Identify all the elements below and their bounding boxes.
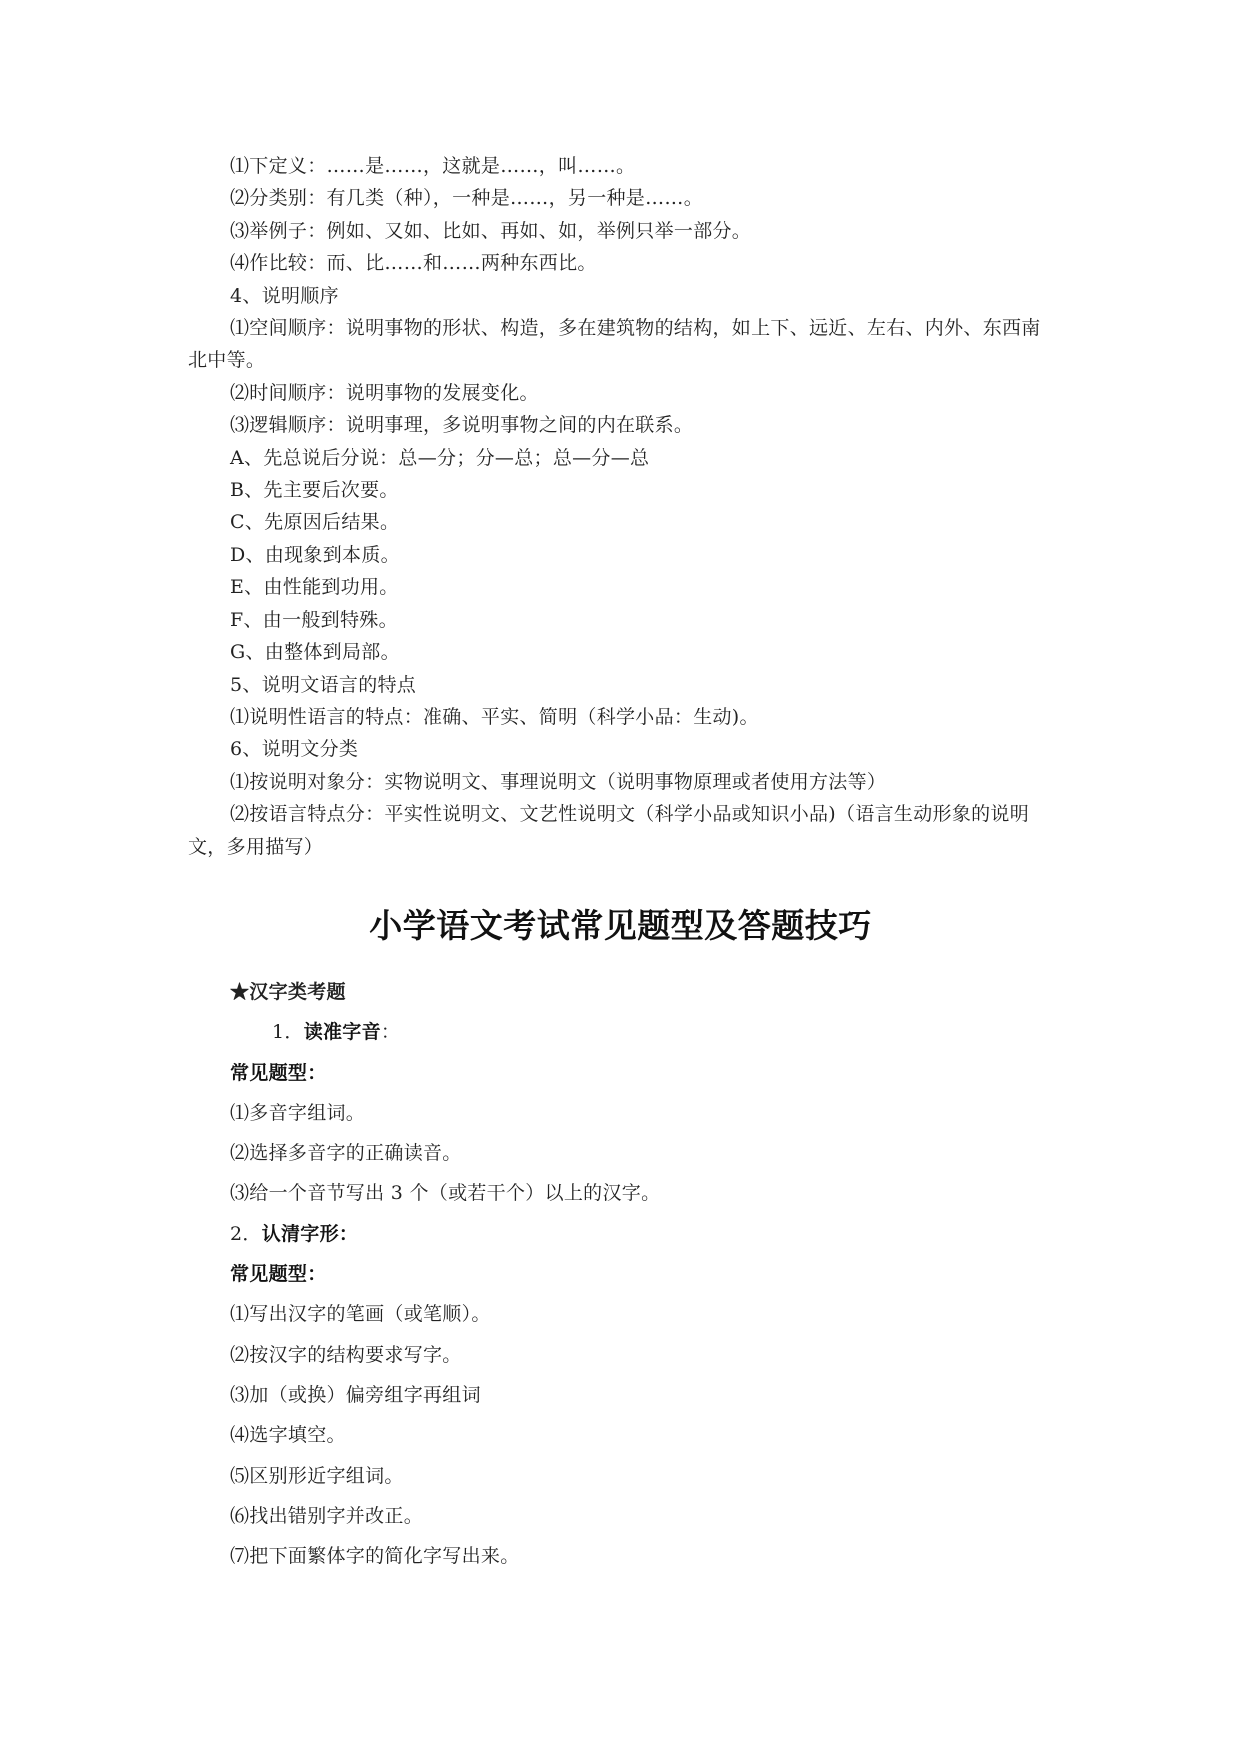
text-line: ⑶举例子：例如、又如、比如、再如、如，举例只举一部分。 [230, 219, 752, 242]
list-item: ⑶加（或换）偏旁组字再组词 [230, 1383, 481, 1406]
text-line: D、由现象到本质。 [230, 543, 400, 566]
item-heading-2 [230, 1214, 1060, 1254]
text-line: ⑷作比较：而、比……和……两种东西比。 [230, 252, 597, 275]
list-item: ⑵选择多音字的正确读音。 [230, 1142, 462, 1165]
text-line: ⑵分类别：有几类（种），一种是……，另一种是……。 [230, 187, 704, 210]
item-colon: ： [380, 1021, 401, 1044]
text-line: B、先主要后次要。 [230, 479, 399, 502]
text-line: ⑴空间顺序：说明事物的形状、构造，多在建筑物的结构，如上下、远近、左右、内外、东西南北中等。 [188, 317, 1041, 372]
list-item: ⑵按汉字的结构要求写字。 [230, 1343, 462, 1366]
list-item: ⑺把下面繁体字的简化字写出来。 [230, 1545, 520, 1568]
text-line: C、先原因后结果。 [230, 511, 400, 534]
text-line: A、先总说后分说：总—分；分—总；总—分—总 [230, 446, 650, 469]
text-line: 4、说明顺序 [230, 284, 339, 307]
text-line: ⑵按语言特点分：平实性说明文、文艺性说明文（科学小品或知识小品)（语言生动形象的说明文，多用描写） [188, 803, 1030, 858]
list-item: ⑴写出汉字的笔画（或笔顺）。 [230, 1303, 491, 1326]
text-line: ⑴下定义：……是……，这就是……，叫……。 [230, 155, 636, 177]
list-item: ⑸区别形近字组词。 [230, 1464, 404, 1487]
page-title: 小学语文考试常见题型及答题技巧 [369, 906, 872, 945]
text-line: 5、说明文语言的特点 [230, 673, 417, 696]
text-line: F、由一般到特殊。 [230, 608, 398, 631]
item-label: 认清字形： [261, 1222, 359, 1245]
explanatory-text-notes [188, 150, 1058, 863]
text-line: ⑴说明性语言的特点：准确、平实、简明（科学小品：生动)。 [230, 705, 759, 728]
list-item: ⑴多音字组词。 [230, 1101, 366, 1124]
item-heading-1 [230, 1012, 1060, 1052]
question-types-section [230, 972, 1060, 1576]
common-types-label: 常见题型： [230, 1061, 327, 1084]
list-item: ⑶给一个音节写出 3 个（或若干个）以上的汉字。 [230, 1182, 661, 1205]
text-line: ⑶逻辑顺序：说明事理，多说明事物之间的内在联系。 [230, 414, 694, 437]
text-line: E、由性能到功用。 [230, 576, 399, 599]
section-heading: ★汉字类考题 [230, 981, 346, 1003]
item-number: 2． [230, 1222, 262, 1245]
item-label: 读准字音 [303, 1021, 381, 1044]
text-line: 6、说明文分类 [230, 738, 359, 761]
list-item: ⑹找出错别字并改正。 [230, 1504, 424, 1527]
text-line: ⑴按说明对象分：实物说明文、事理说明文（说明事物原理或者使用方法等） [230, 770, 887, 793]
item-number: 1． [272, 1021, 304, 1044]
text-line: G、由整体到局部。 [230, 641, 400, 664]
text-line: ⑵时间顺序：说明事物的发展变化。 [230, 381, 539, 404]
list-item: ⑷选字填空。 [230, 1424, 346, 1447]
common-types-label: 常见题型： [230, 1263, 327, 1286]
